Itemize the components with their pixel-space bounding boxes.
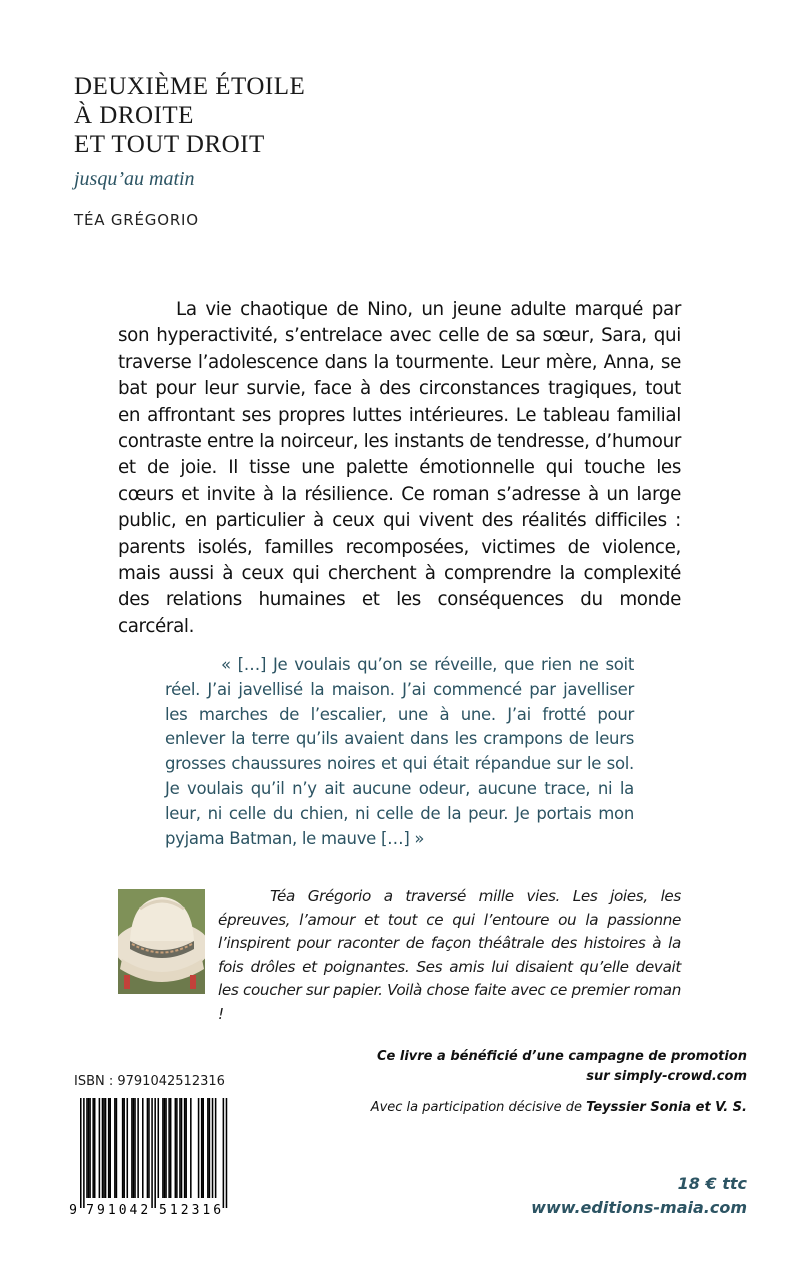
barcode-digit: 2 <box>140 1203 149 1218</box>
barcode-bar <box>127 1098 129 1198</box>
barcode-bar <box>147 1098 149 1198</box>
participation-prefix: Avec la participation décisive de <box>370 1100 587 1115</box>
author-bio: Téa Grégorio a traversé mille vies. Les joies, les épreuves, l’amour et tout ce qui l’entoure ou la passionne l’inspirent pour raconter de façon théâtrale des histoires à la fois drôles et poignantes. Ses amis lui disaient qu’elle devait les coucher sur papier. Voilà chose faite avec ce premier roman ! <box>218 887 681 1023</box>
barcode-bar <box>162 1098 164 1198</box>
book-subtitle: jusqu’au matin <box>74 168 195 190</box>
barcode-bar <box>116 1098 118 1198</box>
barcode-bar <box>181 1098 183 1198</box>
barcode-bar <box>223 1098 225 1208</box>
barcode-digit: 1 <box>169 1203 178 1218</box>
barcode-digit: 1 <box>202 1203 211 1218</box>
barcode-bar <box>201 1098 203 1198</box>
barcode-bar <box>190 1098 192 1198</box>
participation-line <box>307 1100 747 1115</box>
barcode-bar <box>99 1098 101 1198</box>
barcode-bar <box>133 1098 135 1198</box>
barcode-bar <box>164 1098 166 1198</box>
barcode-digit: 6 <box>213 1203 222 1218</box>
barcode-bar <box>158 1098 160 1198</box>
price: 18 € ttc <box>677 1174 747 1193</box>
hat-photo-icon <box>118 889 205 994</box>
barcode-bar <box>170 1098 172 1198</box>
barcode-bar <box>209 1098 211 1198</box>
barcode-digit: 9 <box>69 1203 77 1218</box>
barcode-bar <box>212 1098 214 1198</box>
book-title <box>74 72 305 159</box>
barcode-digit: 2 <box>180 1203 189 1218</box>
barcode-bar <box>142 1098 144 1198</box>
barcode-bar <box>184 1098 186 1198</box>
author-name: TÉA GRÉGORIO <box>74 211 199 229</box>
barcode-bar <box>185 1098 187 1198</box>
barcode-digit: 3 <box>191 1203 200 1218</box>
barcode-bar <box>92 1098 94 1198</box>
barcode-bar <box>148 1098 150 1198</box>
barcode-bar <box>108 1098 110 1198</box>
barcode-bar <box>103 1098 105 1198</box>
barcode-bar <box>165 1098 167 1198</box>
barcode-digit: 4 <box>129 1203 138 1218</box>
barcode-bar <box>88 1098 90 1198</box>
participation-names: Teyssier Sonia et V. S. <box>586 1100 747 1115</box>
barcode-bar <box>123 1098 125 1198</box>
isbn-label: ISBN : 9791042512316 <box>74 1074 225 1089</box>
barcode-bar <box>215 1098 217 1198</box>
barcode-bar <box>86 1098 88 1198</box>
barcode-bar <box>175 1098 177 1198</box>
barcode-bar <box>122 1098 124 1198</box>
barcode-bar <box>131 1098 133 1198</box>
isbn-barcode <box>68 1096 228 1222</box>
barcode-bar <box>176 1098 178 1198</box>
barcode-bar <box>207 1098 209 1198</box>
barcode-digit: 0 <box>118 1203 127 1218</box>
barcode-bar <box>80 1098 82 1208</box>
barcode-bar <box>154 1098 156 1208</box>
barcode-bar <box>151 1098 153 1208</box>
barcode-bar <box>114 1098 116 1198</box>
excerpt-quote: « […] Je voulais qu’on se réveille, que rien ne soit réel. J’ai javellisé la maison. J’ai commencé par javelliser les marches de l’escalier, une à une. J’ai frotté pour enlever la terre qu’ils avaient dans les crampons de leurs grosses chaussures noires et qui était répandue sur le sol. Je voulais qu’il n’y ait aucune odeur, aucune trace, ni la leur, ni celle du chien, ni celle de la peur. Je portais mon pyjama Batman, le mauve […] » <box>165 655 634 848</box>
publisher-website[interactable]: www.editions-maia.com <box>531 1198 747 1217</box>
barcode-digit: 9 <box>97 1203 105 1218</box>
synopsis-paragraph: La vie chaotique de Nino, un jeune adulte marqué par son hyperactivité, s’entrelace avec celle de sa sœur, Sara, qui traverse l’adolescence dans la tourmente. Leur mère, Anna, se bat pour leur survie, face à des circonstances tragiques, tout en affrontant ses propres luttes intérieures. Le tableau familial contraste entre la noirceur, les instants de tendresse, d’humour et de joie. Il tisse une palette émotionnelle qui touche les cœurs et invite à la résilience. Ce roman s’adresse à un large public, en particulier à ceux qui vivent des réalités difficiles : parents isolés, familles recomposées, victimes de violence, mais aussi à ceux qui cherchent à comprendre la complexité des relations humaines et les conséquences du monde carcéral. <box>118 299 681 637</box>
barcode-bar <box>179 1098 181 1198</box>
barcode-digit: 5 <box>159 1203 167 1218</box>
barcode-graphic <box>68 1096 228 1218</box>
promo-block <box>327 1047 747 1087</box>
title-line-2: À DROITE <box>74 102 194 129</box>
author-photo <box>118 889 205 994</box>
barcode-bar <box>94 1098 96 1198</box>
barcode-bar <box>83 1098 85 1208</box>
title-line-3: ET TOUT DROIT <box>74 131 265 158</box>
promo-line-1: Ce livre a bénéficié d’une campagne de promotion <box>377 1049 747 1064</box>
barcode-bar <box>134 1098 136 1198</box>
barcode-bar <box>168 1098 170 1198</box>
barcode-bar <box>109 1098 111 1198</box>
promo-line-2: sur simply-crowd.com <box>586 1069 747 1084</box>
barcode-bar <box>137 1098 139 1198</box>
barcode-bar <box>226 1098 228 1208</box>
barcode-bar <box>198 1098 200 1198</box>
barcode-bar <box>202 1098 204 1198</box>
barcode-digit: 1 <box>107 1203 116 1218</box>
barcode-bar <box>102 1098 104 1198</box>
barcode-digit: 7 <box>86 1203 94 1218</box>
barcode-bar <box>105 1098 107 1198</box>
title-line-1: DEUXIÈME ÉTOILE <box>74 73 306 100</box>
barcode-bar <box>89 1098 91 1198</box>
